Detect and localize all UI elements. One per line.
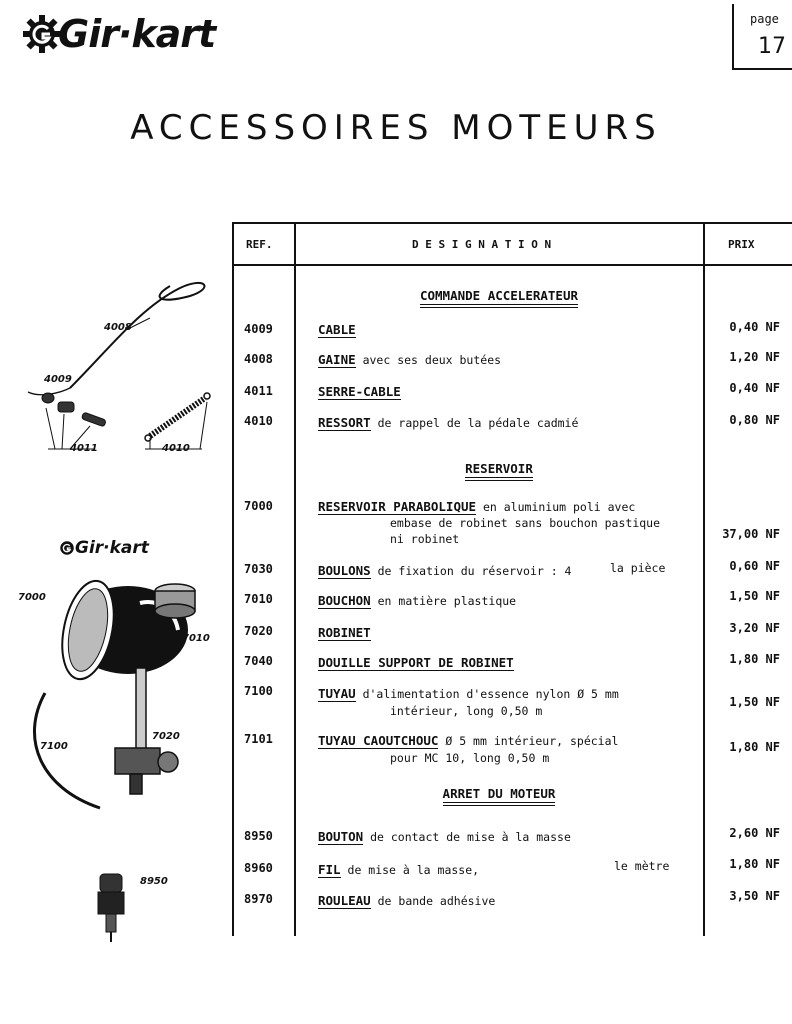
- row-price: 0,80 NF: [729, 413, 780, 427]
- row-ref: 7000: [244, 499, 273, 513]
- row-price: 0,40 NF: [729, 381, 780, 395]
- table-header-border: [232, 264, 792, 266]
- header-designation: D E S I G N A T I O N: [412, 238, 552, 251]
- row-designation: RESERVOIR PARABOLIQUE en aluminium poli avec embase de robinet sans bouchon pastique ni robinet: [318, 499, 661, 546]
- row-designation: ROULEAU de bande adhésive: [318, 893, 496, 908]
- table-top-border: [232, 222, 792, 224]
- row-price: 1,80 NF: [729, 740, 780, 754]
- part-label: 7100: [40, 741, 68, 752]
- section-title: COMMANDE ACCELERATEUR: [296, 288, 702, 303]
- brand-name: Gir·kart: [75, 538, 149, 558]
- row-designation: DOUILLE SUPPORT DE ROBINET: [318, 655, 514, 670]
- table-left-border: [232, 222, 234, 936]
- row-designation: GAINE avec ses deux butées: [318, 352, 502, 367]
- row-designation: FIL de mise à la masse,: [318, 862, 480, 877]
- row-price: 2,60 NF: [729, 826, 780, 840]
- brand-logo: [22, 12, 215, 56]
- header-price: PRIX: [728, 238, 755, 251]
- col-divider-price: [703, 222, 705, 936]
- row-designation: ROBINET: [318, 625, 371, 640]
- row-ref: 4009: [244, 322, 273, 336]
- brand-logo-small: [58, 538, 149, 558]
- row-unit: le mètre: [614, 859, 670, 873]
- row-ref: 4011: [244, 384, 273, 398]
- row-ref: 8950: [244, 829, 273, 843]
- row-ref: 7100: [244, 684, 273, 698]
- page-number-box: [732, 4, 792, 70]
- row-designation: TUYAU CAOUTCHOUC Ø 5 mm intérieur, spécial pour MC 10, long 0,50 m: [318, 733, 619, 765]
- gear-icon: [58, 539, 76, 557]
- page-number: 17: [758, 34, 786, 59]
- row-ref: 7010: [244, 592, 273, 606]
- row-ref: 7030: [244, 562, 273, 576]
- row-designation: BOULONS de fixation du réservoir : 4: [318, 563, 572, 578]
- page-title: ACCESSOIRES MOTEURS: [130, 108, 662, 148]
- fuel-cap-drawing: [155, 584, 195, 618]
- parts-illustrations: [0, 268, 232, 948]
- row-price: 37,00 NF: [722, 527, 780, 541]
- row-price: 0,60 NF: [729, 559, 780, 573]
- spring-drawing: [145, 393, 210, 441]
- row-ref: 4010: [244, 414, 273, 428]
- row-designation: SERRE-CABLE: [318, 384, 401, 399]
- row-ref: 8970: [244, 892, 273, 906]
- part-label: 4008: [104, 322, 132, 333]
- part-label: 4009: [44, 374, 72, 385]
- row-price: 0,40 NF: [729, 320, 780, 334]
- row-price: 1,80 NF: [729, 857, 780, 871]
- row-price: 3,50 NF: [729, 889, 780, 903]
- row-unit: la pièce: [610, 561, 666, 575]
- part-label: 4011: [70, 443, 98, 454]
- row-ref: 7020: [244, 624, 273, 638]
- section-title: ARRET DU MOTEUR: [296, 786, 702, 801]
- header-ref: REF.: [246, 238, 273, 251]
- row-designation: BOUTON de contact de mise à la masse: [318, 829, 571, 844]
- row-ref: 4008: [244, 352, 273, 366]
- part-label: 8950: [140, 876, 168, 887]
- row-designation: TUYAU d'alimentation d'essence nylon Ø 5 mm intérieur, long 0,50 m: [318, 686, 619, 718]
- gear-icon: [22, 14, 62, 54]
- row-price: 3,20 NF: [729, 621, 780, 635]
- page-label: page: [750, 12, 779, 26]
- row-price: 1,50 NF: [729, 695, 780, 709]
- part-label: 7020: [152, 731, 180, 742]
- row-price: 1,50 NF: [729, 589, 780, 603]
- row-designation: BOUCHON en matière plastique: [318, 593, 517, 608]
- part-label: 7000: [18, 592, 46, 603]
- section-title: RESERVOIR: [296, 461, 702, 476]
- row-designation: RESSORT de rappel de la pédale cadmié: [318, 415, 579, 430]
- brand-name: Gir·kart: [58, 12, 216, 56]
- col-divider-ref: [294, 222, 296, 936]
- small-parts-drawing: [42, 393, 106, 427]
- row-ref: 7040: [244, 654, 273, 668]
- row-price: 1,80 NF: [729, 652, 780, 666]
- part-label: 4010: [162, 443, 190, 454]
- row-price: 1,20 NF: [729, 350, 780, 364]
- part-label: 7010: [182, 633, 210, 644]
- row-designation: CABLE: [318, 322, 356, 337]
- row-ref: 7101: [244, 732, 273, 746]
- row-ref: 8960: [244, 861, 273, 875]
- contact-button-drawing: [98, 874, 124, 942]
